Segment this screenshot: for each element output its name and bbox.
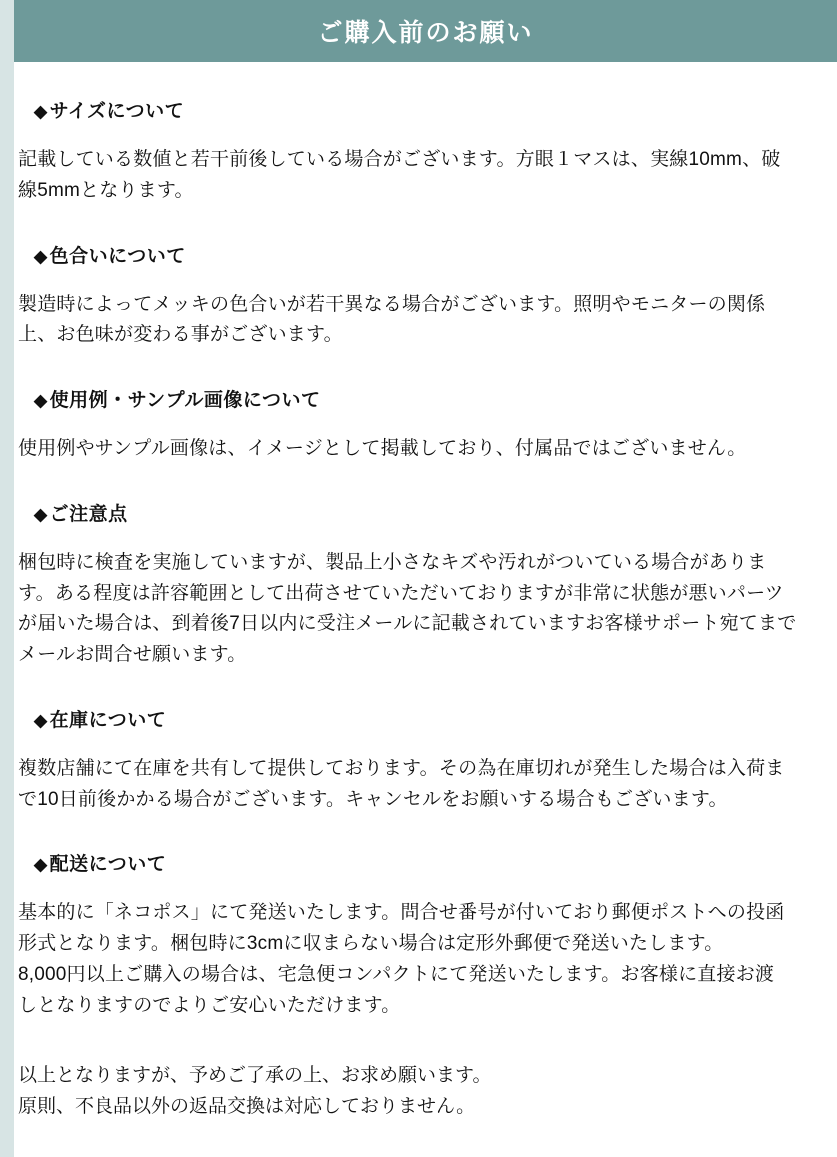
diamond-icon: ◆ [34, 710, 48, 730]
section-heading-label: ご注意点 [49, 503, 128, 525]
section-shipping [18, 849, 815, 1021]
section-body [18, 548, 815, 671]
body-line: 製造時によってメッキの色合いが若干異なる場合がございます。照明やモニターの関係 [18, 293, 766, 315]
section-heading [34, 705, 815, 732]
diamond-icon: ◆ [34, 102, 48, 121]
body-line: 8,000円以上ご購入の場合は、宅急便コンパクトにて発送いたします。お客様に直接お渡 [18, 963, 775, 985]
section-heading [34, 241, 815, 268]
closing-note [18, 1061, 815, 1123]
body-line: す。ある程度は許容範囲として出荷させていただいておりますが非常に状態が悪いパーツ [18, 582, 784, 604]
notice-content [0, 96, 837, 1137]
section-heading [34, 385, 815, 412]
body-line: しとなりますのでよりご安心いただけます。 [18, 994, 401, 1016]
section-stock [18, 705, 815, 816]
page-header [14, 0, 837, 62]
page-title: ご購入前のお願い [317, 19, 534, 47]
closing-line: 原則、不良品以外の返品交換は対応しておりません。 [18, 1096, 476, 1118]
section-heading [34, 499, 815, 526]
section-sample-image [18, 385, 815, 465]
section-heading [34, 849, 815, 876]
section-heading-label: 配送について [49, 854, 167, 876]
body-line: 梱包時に検査を実施していますが、製品上小さなキズや汚れがついている場合がありま [18, 551, 767, 573]
section-body [18, 290, 815, 352]
bottom-spacer [18, 1123, 815, 1137]
section-color [18, 241, 815, 352]
section-body [18, 145, 815, 207]
body-line: 形式となります。梱包時に3cmに収まらない場合は定形外郵便で発送いたします。 [18, 933, 724, 955]
section-heading-label: 使用例・サンプル画像について [49, 390, 321, 412]
section-body [18, 898, 815, 1021]
diamond-icon: ◆ [34, 391, 48, 411]
diamond-icon: ◆ [34, 246, 48, 266]
body-line: が届いた場合は、到着後7日以内に受注メールに記載されていますお客様サポート宛てまで [18, 613, 797, 635]
section-size [18, 96, 815, 207]
body-line: 基本的に「ネコポス」にて発送いたします。問合せ番号が付いており郵便ポストへの投函 [18, 902, 785, 924]
body-line: 記載している数値と若干前後している場合がございます。方眼１マスは、実線10mm、破 [18, 149, 781, 170]
section-heading-label: 在庫について [49, 709, 167, 731]
diamond-icon: ◆ [34, 504, 48, 524]
body-line: で10日前後かかる場合がございます。キャンセルをお願いする場合もございます。 [18, 788, 728, 810]
section-heading-label: サイズについて [49, 101, 185, 122]
body-line: 上、お色味が変わる事がございます。 [18, 324, 343, 346]
body-line: メールお問合せ願います。 [18, 644, 247, 666]
section-body [18, 434, 815, 465]
section-heading-label: 色合いについて [49, 245, 186, 267]
body-line: 線5mmとなります。 [18, 179, 194, 201]
diamond-icon: ◆ [34, 855, 48, 875]
body-line: 使用例やサンプル画像は、イメージとして掲載しており、付属品ではございません。 [18, 438, 747, 460]
section-heading [34, 96, 815, 123]
body-line: 複数店舗にて在庫を共有して提供しております。その為在庫切れが発生した場合は入荷ま [18, 757, 785, 779]
section-body [18, 754, 815, 816]
left-accent-bar [0, 0, 14, 1157]
closing-line: 以上となりますが、予めご了承の上、お求め願います。 [18, 1065, 492, 1087]
section-cautions [18, 499, 815, 671]
